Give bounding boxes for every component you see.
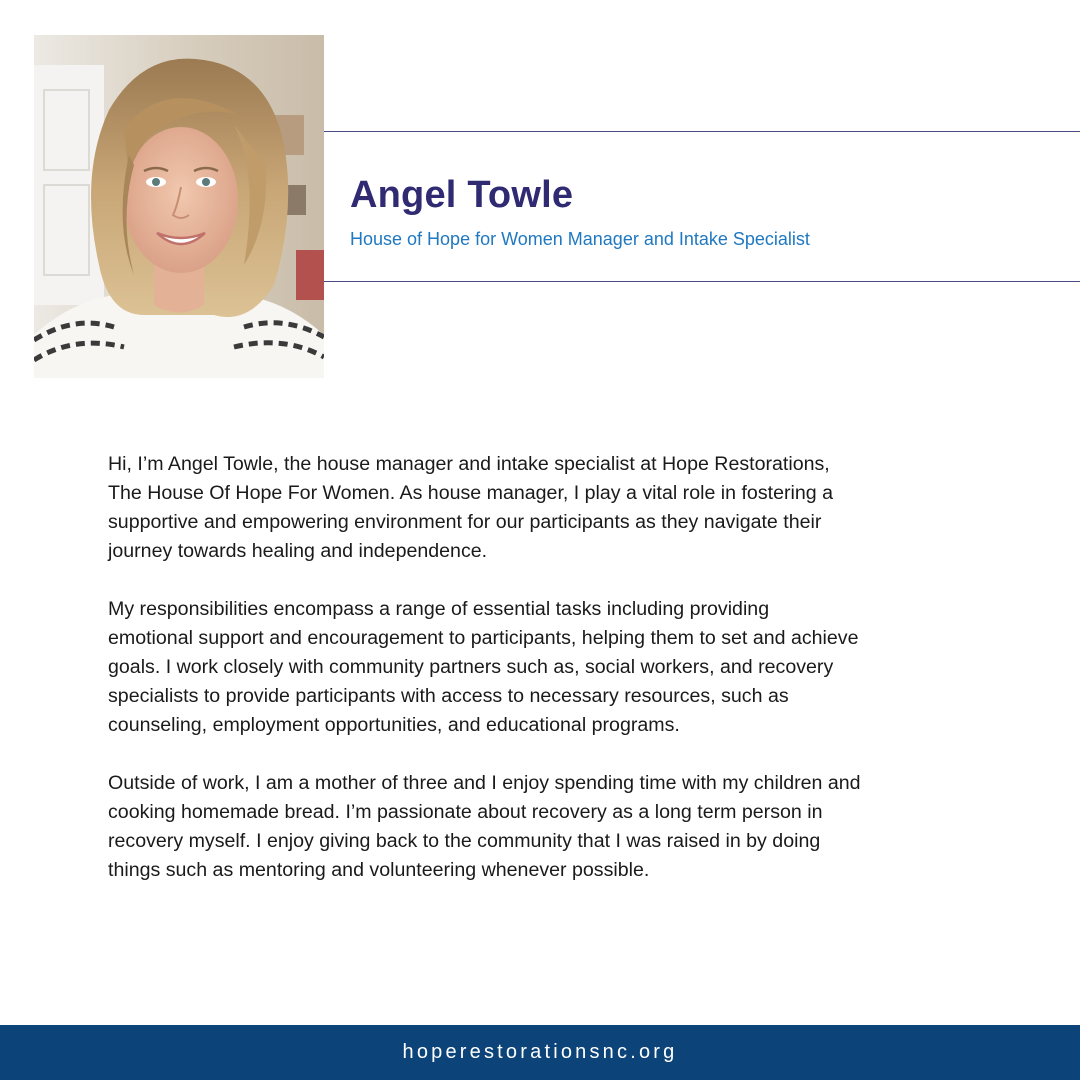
footer-website-link[interactable]: hoperestorationsnc.org	[402, 1041, 678, 1063]
header-rule-bottom	[324, 281, 1080, 282]
header-rule-top	[324, 131, 1080, 132]
profile-photo	[34, 35, 324, 378]
bio-paragraph-intro: Hi, I’m Angel Towle, the house manager and intake specialist at Hope Restorations, The House Of Hope For Women. As house manager, I play a vital role in fostering a supportive and empowering environment for our participants as they navigate their journey towards healing and independence.	[108, 453, 833, 562]
bio-paragraph-personal: Outside of work, I am a mother of three and I enjoy spending time with my children and cooking homemade bread. I’m passionate about recovery as a long term person in recovery myself. I enjoy giving back to the community that I was raised in by doing things such as mentoring and volunteering whenever possible.	[108, 772, 861, 881]
profile-role: House of Hope for Women Manager and Intake Specialist	[350, 229, 810, 249]
footer-bar	[0, 1025, 1080, 1080]
profile-name: Angel Towle	[350, 174, 574, 216]
bio-paragraph-responsibilities: My responsibilities encompass a range of essential tasks including providing emotional support and encouragement to participants, helping them to set and achieve goals. I work closely with community partners such as, social workers, and recovery specialists to provide participants with access to necessary resources, such as counseling, employment opportunities, and educational programs.	[108, 598, 859, 736]
bio-section	[108, 450, 988, 885]
